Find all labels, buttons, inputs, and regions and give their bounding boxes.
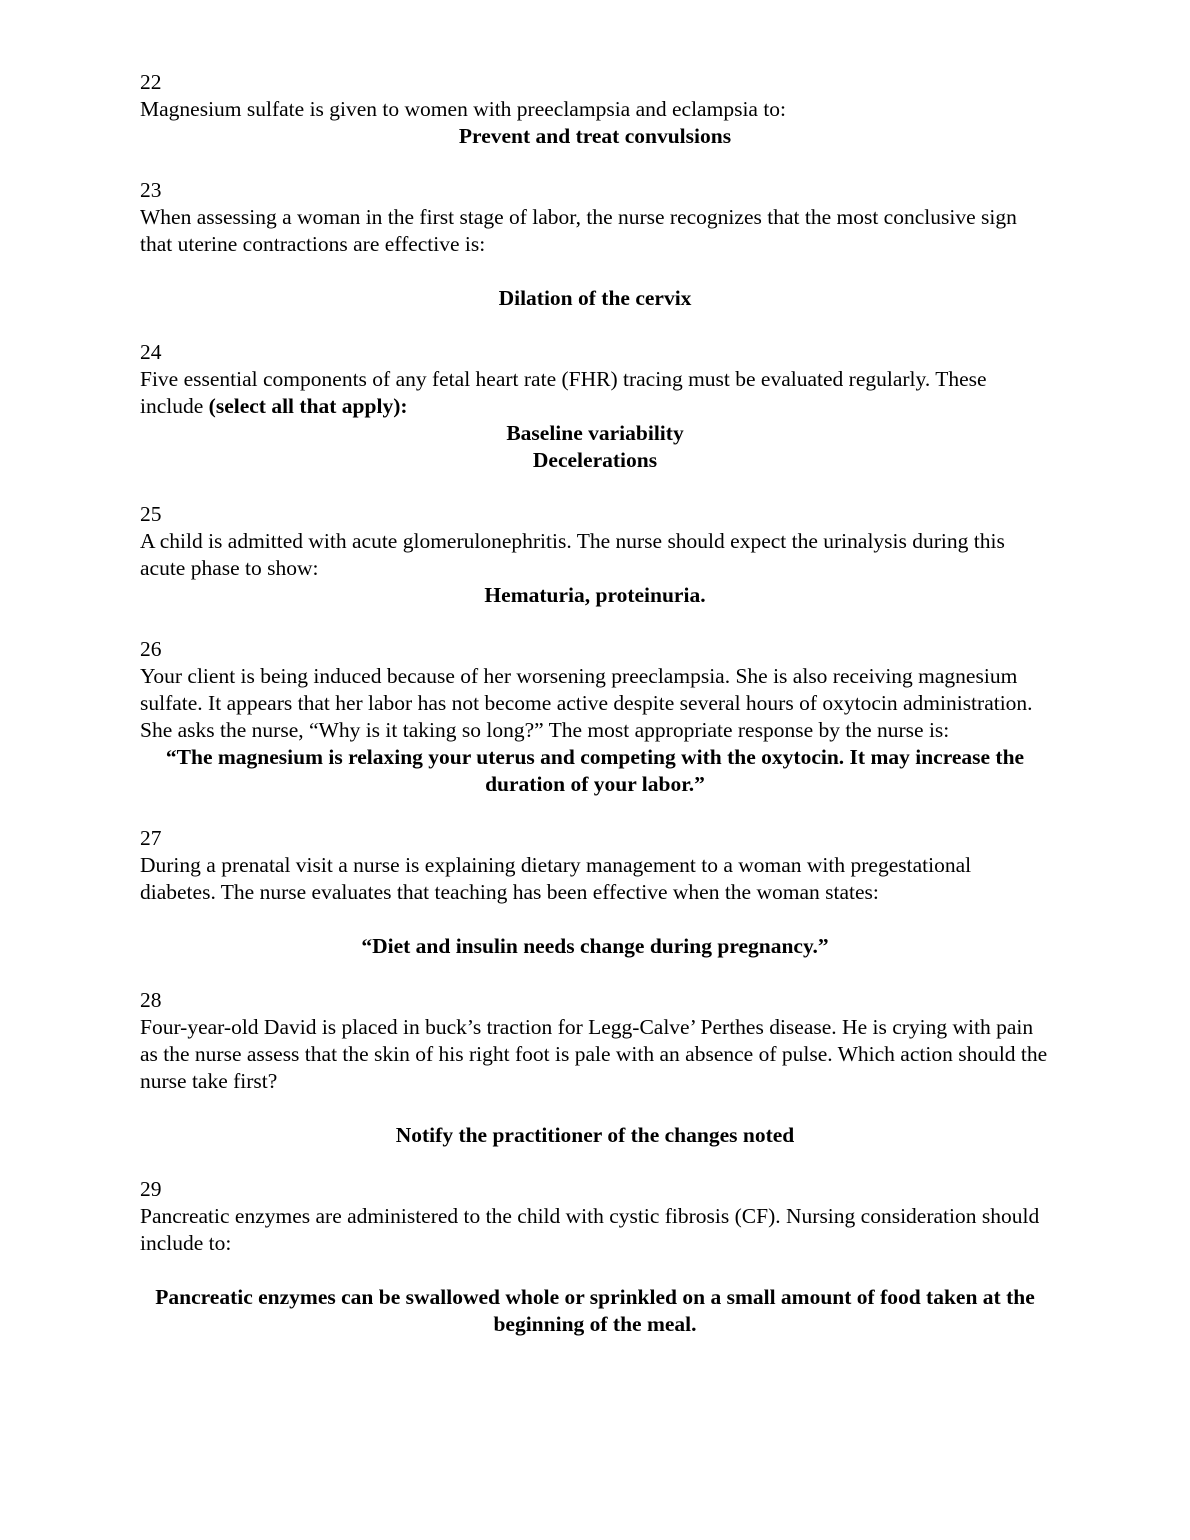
spacer	[140, 609, 1050, 636]
spacer	[140, 798, 1050, 825]
question-25	[140, 501, 1050, 609]
answer: Dilation of the cervix	[498, 286, 692, 310]
spacer	[140, 258, 1050, 285]
spacer	[140, 1257, 1050, 1284]
question-text: A child is admitted with acute glomerulonephritis. The nurse should expect the urinalysis during this acute phase to show:	[140, 529, 1005, 580]
answer: Pancreatic enzymes can be swallowed whole or sprinkled on a small amount of food taken at the beginning of the meal.	[155, 1285, 1035, 1336]
question-text-plain: Five essential components of any fetal heart rate (FHR) tracing must be evaluated regularly. These include	[140, 367, 987, 418]
question-22	[140, 69, 1050, 150]
question-23	[140, 177, 1050, 312]
question-24	[140, 339, 1050, 474]
question-26	[140, 636, 1050, 798]
question-number: 25	[140, 502, 162, 526]
spacer	[140, 960, 1050, 987]
question-27	[140, 825, 1050, 960]
answer: Hematuria, proteinuria.	[484, 583, 706, 607]
question-number: 27	[140, 826, 162, 850]
question-text: During a prenatal visit a nurse is explaining dietary management to a woman with pregestational diabetes. The nurse evaluates that teaching has been effective when the woman states:	[140, 853, 972, 904]
question-text: Pancreatic enzymes are administered to the child with cystic fibrosis (CF). Nursing consideration should include to:	[140, 1204, 1040, 1255]
question-29	[140, 1176, 1050, 1338]
question-number: 29	[140, 1177, 162, 1201]
question-text-bold: (select all that apply):	[208, 394, 408, 418]
question-number: 22	[140, 70, 162, 94]
spacer	[140, 1095, 1050, 1122]
spacer	[140, 150, 1050, 177]
question-number: 23	[140, 178, 162, 202]
spacer	[140, 906, 1050, 933]
question-number: 28	[140, 988, 162, 1012]
document-page	[140, 69, 1050, 1338]
answer: “The magnesium is relaxing your uterus and competing with the oxytocin. It may increase the duration of your labor.”	[165, 745, 1025, 796]
spacer	[140, 1149, 1050, 1176]
question-number: 24	[140, 340, 162, 364]
question-text	[140, 366, 1050, 420]
question-text: Your client is being induced because of her worsening preeclampsia. She is also receiving magnesium sulfate. It appears that her labor has not become active despite several hours of oxytocin administration. She asks the nurse, “Why is it taking so long?” The most appropriate response by the nurse is:	[140, 664, 1033, 742]
answer: “Diet and insulin needs change during pregnancy.”	[361, 934, 829, 958]
spacer	[140, 312, 1050, 339]
question-number: 26	[140, 637, 162, 661]
question-28	[140, 987, 1050, 1149]
answer: Baseline variability	[506, 421, 684, 445]
spacer	[140, 474, 1050, 501]
answer: Prevent and treat convulsions	[458, 124, 732, 148]
answer: Notify the practitioner of the changes noted	[395, 1123, 795, 1147]
question-text: Magnesium sulfate is given to women with preeclampsia and eclampsia to:	[140, 97, 787, 121]
question-text: When assessing a woman in the first stage of labor, the nurse recognizes that the most conclusive sign that uterine contractions are effective is:	[140, 205, 1017, 256]
answer: Decelerations	[532, 448, 658, 472]
question-text: Four-year-old David is placed in buck’s traction for Legg-Calve’ Perthes disease. He is crying with pain as the nurse assess that the skin of his right foot is pale with an absence of pulse. Which action should the nurse take first?	[140, 1015, 1048, 1093]
